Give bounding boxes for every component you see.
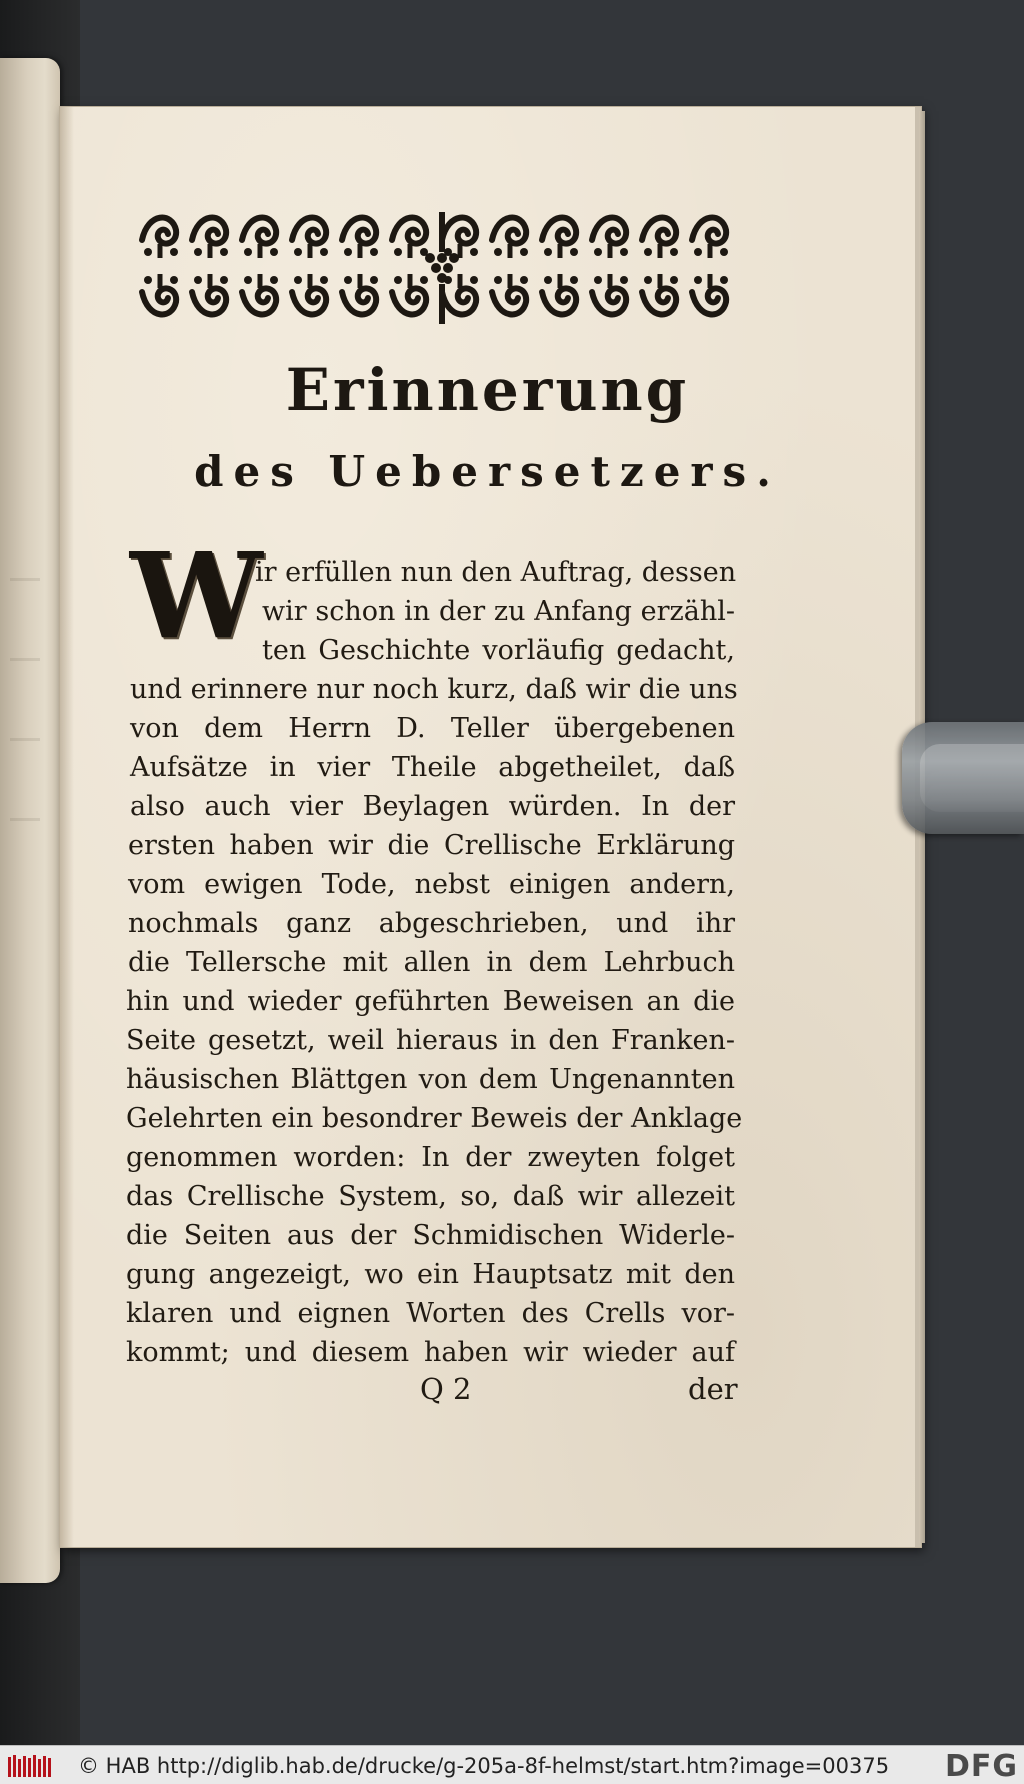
status-bar	[0, 1745, 1024, 1784]
text-line: wir schon in der zu Anfang erzähl-	[262, 596, 735, 627]
text-line: und erinnere nur noch kurz, daß wir die uns	[130, 674, 738, 705]
bookmark-slip	[902, 722, 1024, 834]
text-line: klaren und eignen Worten des Crells vor-	[126, 1298, 735, 1329]
dfg-logo: DFG	[944, 1749, 1018, 1784]
text-line: gung angezeigt, wo ein Hauptsatz mit den	[126, 1259, 735, 1290]
ornament-row-top	[142, 218, 728, 258]
text-line: Aufsätze in vier Theile abgetheilet, daß	[130, 752, 735, 783]
text-line: nochmals ganz abgeschrieben, und ihr	[128, 908, 735, 939]
text-line: Gelehrten ein besondrer Beweis der Anklage	[126, 1103, 743, 1134]
text-line: das Crellische System, so, daß wir allezeit	[126, 1181, 735, 1212]
bookmark-slip-highlight	[920, 744, 1024, 812]
library-logo-icon	[8, 1753, 54, 1779]
text-line: die Tellersche mit allen in dem Lehrbuch	[128, 947, 735, 978]
ornament-band-icon	[138, 202, 738, 330]
initial-letter: W	[130, 526, 263, 665]
catchword: der	[688, 1372, 738, 1406]
text-line: ersten haben wir die Crellische Erklärung	[128, 830, 735, 861]
signature-mark: Q 2	[420, 1372, 472, 1406]
decorated-initial	[130, 526, 263, 665]
ornament-row-bottom	[142, 274, 728, 314]
text-line: von dem Herrn D. Teller übergebenen	[130, 713, 735, 744]
text-line: genommen worden: In der zweyten folget	[126, 1142, 735, 1173]
page-subtitle: des Uebersetzers.	[194, 447, 781, 496]
page-gutter	[60, 107, 74, 1547]
ornament-center	[425, 212, 459, 324]
text-line: also auch vier Beylagen würden. In der	[130, 791, 735, 822]
text-line: Seite gesetzt, weil hieraus in den Franken-	[126, 1025, 735, 1056]
source-url-text: © HAB http://diglib.hab.de/drucke/g-205a-8f-helmst/start.htm?image=00375	[78, 1753, 890, 1778]
text-line: vom ewigen Tode, nebst einigen andern,	[128, 869, 735, 900]
text-line: ten Geschichte vorläufig gedacht,	[262, 635, 735, 666]
text-line: häusischen Blättgen von dem Ungenannten	[126, 1064, 735, 1095]
text-line: die Seiten aus der Schmidischen Widerle-	[126, 1220, 735, 1251]
text-line: kommt; und diesem haben wir wieder auf	[126, 1337, 735, 1368]
previous-page-edge	[0, 58, 60, 1583]
text-line: ir erfüllen nun den Auftrag, dessen	[255, 557, 737, 588]
page-title: Erinnerung	[285, 356, 690, 424]
text-line: hin und wieder geführten Beweisen an die	[126, 986, 735, 1017]
